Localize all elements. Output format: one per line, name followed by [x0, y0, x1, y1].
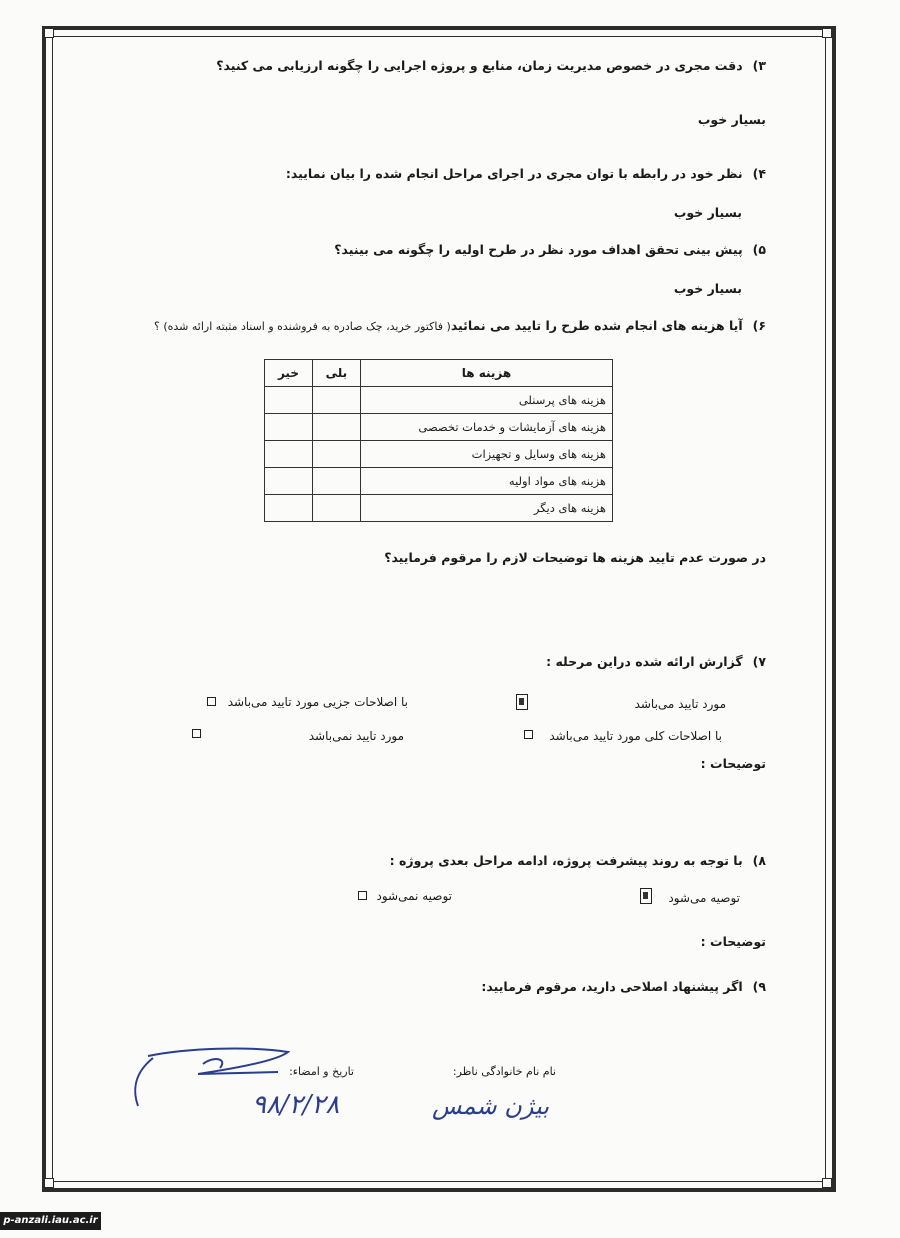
- site-watermark: p-anzali.iau.ac.ir: [0, 1212, 101, 1230]
- cost-item: هزینه های آزمایشات و خدمات تخصصی: [360, 414, 612, 441]
- table-header-row: [265, 360, 613, 387]
- question-3: [216, 58, 766, 73]
- option-not-recommended-checkbox-icon[interactable]: [358, 891, 367, 900]
- border-corner: [822, 28, 832, 38]
- question-9: [481, 979, 766, 994]
- question-number: ۸): [752, 853, 766, 868]
- yes-cell[interactable]: [312, 495, 360, 522]
- option-recommended-label: توصیه می‌شود: [668, 891, 740, 905]
- option-minor-checkbox-icon[interactable]: [207, 697, 216, 706]
- option-not-recommended-label: توصیه نمی‌شود: [376, 889, 452, 903]
- option-major-label: با اصلاحات کلی مورد تایید می‌باشد: [549, 729, 722, 743]
- question-text: آیا هزینه های انجام شده طرح را تایید می نمائید: [450, 318, 743, 333]
- table-row: [265, 495, 613, 522]
- question-text: با توجه به روند پیشرفت پروژه، ادامه مراحل بعدی پروژه :: [389, 853, 743, 868]
- question-number: ۷): [752, 654, 766, 669]
- table-row: [265, 414, 613, 441]
- question-5: [334, 242, 766, 257]
- answer-4: بسیار خوب: [673, 205, 742, 220]
- table-row: [265, 441, 613, 468]
- yes-cell[interactable]: [312, 468, 360, 495]
- question-number: ۳): [752, 58, 766, 73]
- yes-cell[interactable]: [312, 441, 360, 468]
- option-major-checkbox-icon[interactable]: [524, 730, 533, 739]
- question-6: [154, 318, 766, 333]
- question-text-note: ( فاکتور خرید، چک صادره به فروشنده و اسناد مثبته ارائه شده) ؟: [153, 320, 451, 333]
- cost-item: هزینه های پرسنلی: [360, 387, 612, 414]
- cost-item: هزینه های دیگر: [360, 495, 612, 522]
- no-cell[interactable]: [265, 441, 313, 468]
- option-rejected-checkbox-icon[interactable]: [192, 729, 201, 738]
- option-approved-checkbox-checked-icon[interactable]: [516, 694, 528, 710]
- table-row: [265, 468, 613, 495]
- border-corner: [44, 1178, 54, 1188]
- question-number: ۹): [752, 979, 766, 994]
- column-header-yes: بلی: [312, 360, 360, 387]
- option-rejected-label: مورد تایید نمی‌باشد: [308, 729, 404, 743]
- border-corner: [44, 28, 54, 38]
- column-header-no: خیر: [265, 360, 313, 387]
- comments-label: توضیحات :: [700, 756, 766, 771]
- cost-item: هزینه های وسایل و تجهیزات: [360, 441, 612, 468]
- question-number: ۵): [752, 242, 766, 257]
- question-text: دقت مجری در خصوص مدیریت زمان، منابع و پروژه اجرایی را چگونه ارزیابی می کنید؟: [216, 58, 743, 73]
- question-number: ۶): [752, 318, 766, 333]
- no-cell[interactable]: [265, 495, 313, 522]
- question-8: [390, 853, 766, 868]
- cost-rejection-note: در صورت عدم تایید هزینه ها توضیحات لازم را مرقوم فرمایید؟: [384, 550, 766, 565]
- question-text: اگر پیشنهاد اصلاحی دارید، مرقوم فرمایید:: [481, 979, 743, 994]
- no-cell[interactable]: [265, 468, 313, 495]
- question-text: پیش بینی تحقق اهداف مورد نظر در طرح اولیه را چگونه می بینید؟: [334, 242, 743, 257]
- answer-5: بسیار خوب: [673, 281, 742, 296]
- option-recommended-checkbox-checked-icon[interactable]: [640, 888, 652, 904]
- handwritten-supervisor-name: بیژن شمس: [432, 1092, 549, 1120]
- border-corner: [822, 1178, 832, 1188]
- no-cell[interactable]: [265, 414, 313, 441]
- column-header-costs: هزینه ها: [360, 360, 612, 387]
- question-4: [286, 166, 766, 181]
- supervisor-name-label: نام نام خانوادگی ناظر:: [452, 1065, 556, 1078]
- comments-label: توضیحات :: [700, 934, 766, 949]
- no-cell[interactable]: [265, 387, 313, 414]
- cost-table: [264, 359, 613, 522]
- option-minor-label: با اصلاحات جزیی مورد تایید می‌باشد: [227, 695, 408, 709]
- question-7: [546, 654, 766, 669]
- answer-3: بسیار خوب: [697, 112, 766, 127]
- date-signature-label: تاریخ و امضاء:: [289, 1065, 354, 1078]
- question-text: نظر خود در رابطه با توان مجری در اجرای مراحل انجام شده را بیان نمایید:: [285, 166, 743, 181]
- yes-cell[interactable]: [312, 414, 360, 441]
- question-text: گزارش ارائه شده دراین مرحله :: [546, 654, 743, 669]
- handwritten-date: ۹۸/۲/۲۸: [252, 1090, 340, 1120]
- yes-cell[interactable]: [312, 387, 360, 414]
- option-approved-label: مورد تایید می‌باشد: [634, 697, 726, 711]
- table-row: [265, 387, 613, 414]
- question-number: ۴): [752, 166, 766, 181]
- cost-item: هزینه های مواد اولیه: [360, 468, 612, 495]
